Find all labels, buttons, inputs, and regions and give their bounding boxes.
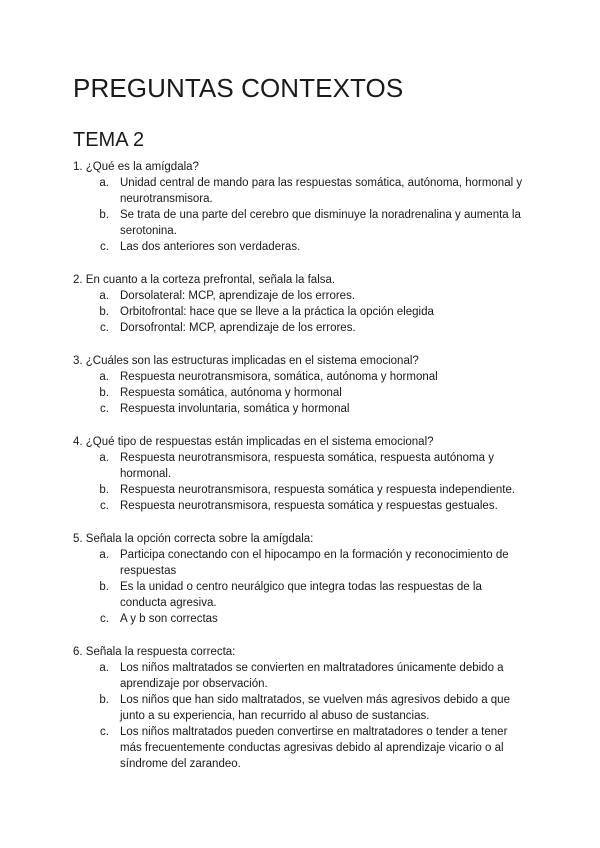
option-item	[73, 498, 528, 514]
option-text: Dorsofrontal: MCP, aprendizaje de los errores.	[120, 322, 356, 334]
option-text: Es la unidad o centro neurálgico que integra todas las respuestas de la conducta agresiva.	[120, 581, 482, 609]
option-item	[73, 724, 528, 772]
question-text: 3. ¿Cuáles son las estructuras implicadas en el sistema emocional?	[73, 355, 419, 367]
question-text: 6. Señala la respuesta correcta:	[73, 646, 236, 658]
section-title: TEMA 2	[73, 129, 145, 151]
option-letter: a.	[99, 177, 109, 189]
option-letter: b.	[99, 484, 109, 496]
question-item	[73, 272, 528, 336]
option-text: Los niños maltratados se convierten en maltratadores únicamente debido a aprendizaje por observación.	[120, 662, 504, 690]
option-item	[73, 385, 528, 401]
question-item	[73, 159, 528, 255]
option-letter: c.	[100, 322, 109, 334]
option-letter: b.	[99, 694, 109, 706]
option-list	[73, 547, 528, 627]
option-text: Los niños maltratados pueden convertirse en maltratadores o tender a tener más frecuentemente conductas agresivas debido al aprendizaje vicario o al síndrome del zarandeo.	[120, 726, 508, 770]
option-text: Unidad central de mando para las respuestas somática, autónoma, hormonal y neurotransmisora.	[120, 177, 523, 205]
option-text: Respuesta neurotransmisora, somática, autónoma y hormonal	[120, 371, 438, 383]
question-text: 1. ¿Qué es la amígdala?	[73, 161, 199, 173]
document-title: PREGUNTAS CONTEXTOS	[73, 73, 404, 103]
option-letter: a.	[99, 549, 109, 561]
option-item	[73, 547, 528, 579]
question-item	[73, 531, 528, 627]
option-letter: b.	[99, 581, 109, 593]
option-text: Orbitofrontal: hace que se lleve a la práctica la opción elegida	[120, 306, 434, 318]
option-item	[73, 660, 528, 692]
option-text: Los niños que han sido maltratados, se vuelven más agresivos debido a que junto a su experiencia, han recurrido al abuso de sustancias.	[120, 694, 510, 722]
option-letter: a.	[99, 662, 109, 674]
question-list	[73, 159, 528, 772]
option-item	[73, 401, 528, 417]
option-letter: b.	[99, 209, 109, 221]
question-item	[73, 434, 528, 514]
option-item	[73, 304, 528, 320]
option-letter: c.	[100, 726, 109, 738]
option-item	[73, 320, 528, 336]
option-letter: c.	[100, 403, 109, 415]
option-item	[73, 579, 528, 611]
option-item	[73, 450, 528, 482]
option-letter: a.	[99, 290, 109, 302]
option-list	[73, 288, 528, 336]
option-text: Respuesta neurotransmisora, respuesta somática y respuestas gestuales.	[120, 500, 498, 512]
option-letter: c.	[100, 613, 109, 625]
option-item	[73, 239, 528, 255]
option-text: Respuesta neurotransmisora, respuesta somática y respuesta independiente.	[120, 484, 516, 496]
option-text: Las dos anteriores son verdaderas.	[120, 241, 301, 253]
option-letter: a.	[99, 452, 109, 464]
question-item	[73, 353, 528, 417]
option-item	[73, 692, 528, 724]
option-text: Se trata de una parte del cerebro que disminuye la noradrenalina y aumenta la serotonina.	[120, 209, 521, 237]
option-item	[73, 369, 528, 385]
option-list	[73, 450, 528, 514]
option-letter: b.	[99, 387, 109, 399]
option-text: Respuesta somática, autónoma y hormonal	[120, 387, 342, 399]
option-text: Dorsolateral: MCP, aprendizaje de los errores.	[120, 290, 356, 302]
option-item	[73, 207, 528, 239]
option-letter: c.	[100, 241, 109, 253]
option-text: A y b son correctas	[120, 613, 218, 625]
option-list	[73, 660, 528, 772]
question-item	[73, 644, 528, 772]
option-text: Respuesta neurotransmisora, respuesta somática, respuesta autónoma y hormonal.	[120, 452, 494, 480]
option-item	[73, 175, 528, 207]
option-list	[73, 369, 528, 417]
question-text: 2. En cuanto a la corteza prefrontal, señala la falsa.	[73, 274, 336, 286]
option-list	[73, 175, 528, 255]
option-letter: a.	[99, 371, 109, 383]
question-text: 5. Señala la opción correcta sobre la amígdala:	[73, 533, 314, 545]
option-text: Participa conectando con el hipocampo en la formación y reconocimiento de respuestas	[120, 549, 509, 577]
option-item	[73, 288, 528, 304]
option-text: Respuesta involuntaria, somática y hormonal	[120, 403, 350, 415]
option-letter: b.	[99, 306, 109, 318]
option-item	[73, 611, 528, 627]
question-text: 4. ¿Qué tipo de respuestas están implicadas en el sistema emocional?	[73, 436, 434, 448]
option-item	[73, 482, 528, 498]
option-letter: c.	[100, 500, 109, 512]
